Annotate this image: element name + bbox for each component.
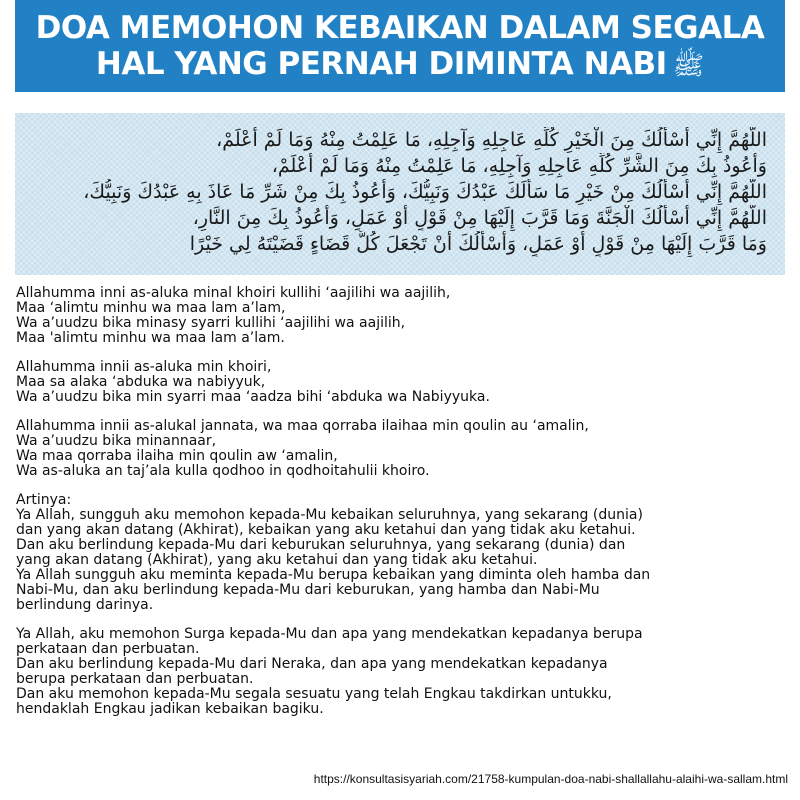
text-line: Wa a’uudzu bika minasy syarri kullihi ‘aajilihi wa aajilih, [16,315,406,331]
transliteration-paragraph-3 [16,419,786,479]
text-line: Wa as-aluka an taj’ala kulla qodhoo in qodhoitahulii khoiro. [16,463,430,479]
text-line: Allahumma innii as-aluka min khoiri, [16,359,272,375]
text-line: Wa a’uudzu bika minannaar, [16,433,217,449]
title-line-2-text: HAL YANG PERNAH DIMINTA NABI [95,46,667,82]
arabic-line: اللَّهُمَّ إِنِّي أَسْأَلُكَ مِنَ الْخَيْرِ كُلِّهِ عَاجِلِهِ وَآجِلِهِ، مَا عَلِمْتُ مِنْهُ وَمَا لَمْ أَعْلَمْ، [216,129,767,151]
transliteration-paragraph-2 [16,360,786,405]
text-line: hendaklah Engkau jadikan kebaikan bagiku. [16,701,324,717]
arabic-line: اللَّهُمَّ إِنِّي أَسْأَلُكَ مِنْ خَيْرِ مَا سَأَلَكَ عَبْدُكَ وَنَبِيُّكَ، وَأَعُوذُ بِكَ مِنْ شَرِّ مَا عَاذَ بِهِ عَبْدُكَ وَنَبِيُّكَ، [83,181,767,203]
arabic-text-panel [15,113,785,275]
text-line: Maa sa alaka ‘abduka wa nabiyyuk, [16,374,266,390]
text-line: Ya Allah, sungguh aku memohon kepada-Mu kebaikan seluruhnya, yang sekarang (dunia) [16,507,643,523]
title-banner [15,0,785,92]
translation-paragraph-2 [16,627,786,717]
text-line: Ya Allah sungguh aku meminta kepada-Mu berupa kebaikan yang diminta oleh hamba dan [16,567,651,583]
saw-honorific: ﷺ [672,51,705,81]
text-line: Dan aku memohon kepada-Mu segala sesuatu yang telah Engkau takdirkan untukku, [16,686,612,702]
text-line: perkataan dan perbuatan. [16,641,200,657]
title-line-1: DOA MEMOHON KEBAIKAN DALAM SEGALA [35,10,765,46]
text-line: dan yang akan datang (Akhirat), kebaikan yang aku ketahui dan yang tidak aku ketahui. [16,522,636,538]
text-line: Maa ‘alimtu minhu wa maa lam a’lam, [16,300,286,316]
translation-heading: Artinya: [16,492,72,508]
arabic-line: اللَّهُمَّ إِنِّي أَسْأَلُكَ الْجَنَّةَ وَمَا قَرَّبَ إِلَيْهَا مِنْ قَوْلٍ أَوْ عَمَلٍ، وَأَعُوذُ بِكَ مِنَ النَّارِ، [192,207,767,229]
text-line: Nabi-Mu, dan aku berlindung kepada-Mu dari keburukan, yang hamba dan Nabi-Mu [16,582,600,598]
text-line: Wa maa qorraba ilaiha min qoulin aw ‘amalin, [16,448,338,464]
title-line-2 [15,46,785,84]
arabic-line: وَمَا قَرَّبَ إِلَيْهَا مِنْ قَوْلٍ أَوْ عَمَلٍ، وَأَسْأَلُكَ أَنْ تَجْعَلَ كُلَّ قَضَاءٍ قَضَيْتَهُ لِي خَيْرًا [189,233,767,255]
transliteration-and-translation [16,286,786,731]
text-line: Dan aku berlindung kepada-Mu dari keburukan seluruhnya, yang sekarang (dunia) dan [16,537,626,553]
translation-paragraph-1 [16,493,786,613]
text-line: Wa a’uudzu bika min syarri maa ‘aadza bihi ‘abduka wa Nabiyyuka. [16,389,490,405]
text-line: Maa 'alimtu minhu wa maa lam a’lam. [16,330,285,346]
transliteration-paragraph-1 [16,286,786,346]
text-line: Allahumma innii as-alukal jannata, wa maa qorraba ilaihaa min qoulin au ‘amalin, [16,418,589,434]
text-line: yang akan datang (Akhirat), yang aku ketahui dan yang tidak aku ketahui. [16,552,538,568]
text-line: Ya Allah, aku memohon Surga kepada-Mu dan apa yang mendekatkan kepadanya berupa [16,626,643,642]
text-line: berlindung darinya. [16,597,154,613]
source-url: https://konsultasisyariah.com/21758-kumpulan-doa-nabi-shallallahu-alaihi-wa-sallam.html [313,772,788,786]
text-line: berupa perkataan dan perbuatan. [16,671,254,687]
arabic-line: وَأَعُوذُ بِكَ مِنَ الشَّرِّ كُلِّهِ عَاجِلِهِ وَآجِلِهِ، مَا عَلِمْتُ مِنْهُ وَمَا لَمْ أَعْلَمْ، [271,155,767,177]
text-line: Dan aku berlindung kepada-Mu dari Neraka, dan apa yang mendekatkan kepadanya [16,656,608,672]
text-line: Allahumma inni as-aluka minal khoiri kullihi ‘aajilihi wa aajilih, [16,285,451,301]
